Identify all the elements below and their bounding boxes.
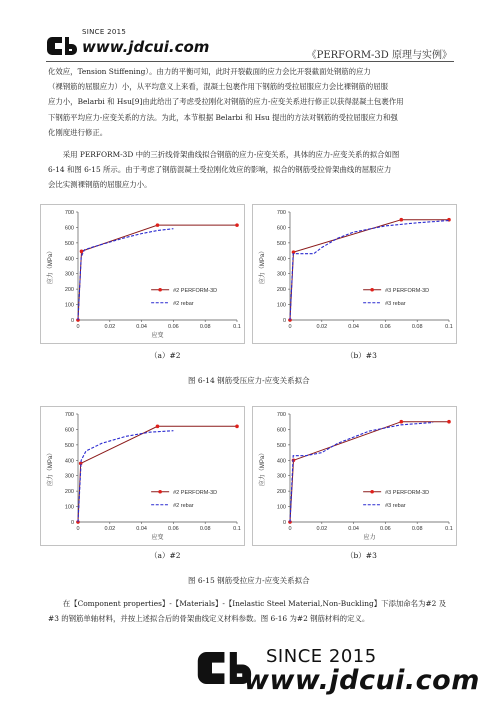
y-axis-label: 应力（MPa）	[48, 449, 54, 487]
chart-fig14-a	[40, 204, 245, 344]
y-tick-label: 600	[276, 225, 286, 232]
x-axis-label: 应变	[151, 333, 164, 339]
y-tick-label: 500	[276, 442, 286, 449]
x-tick-label: 0.04	[136, 526, 147, 532]
y-tick-label: 200	[276, 489, 286, 496]
y-tick-label: 500	[276, 240, 286, 247]
x-tick-label: 0	[288, 324, 292, 330]
y-tick-label: 0	[282, 318, 286, 324]
panel-label: （a）#2	[150, 351, 181, 360]
chart-fig14-b	[252, 204, 457, 344]
legend-label: #2 PERFORM-3D	[173, 287, 218, 294]
y-tick-label: 100	[276, 504, 286, 511]
legend-marker	[370, 288, 374, 292]
x-tick-label: 0.08	[411, 324, 423, 330]
x-tick-label: 0.04	[348, 526, 359, 532]
legend-label: #2 rebar	[173, 300, 194, 307]
y-tick-label: 400	[276, 256, 286, 263]
x-tick-label: 0.02	[104, 526, 116, 532]
y-tick-label: 200	[64, 489, 74, 496]
book-title: 《PERFORM-3D 原理与实例》	[306, 50, 452, 61]
y-axis-label: 应力（MPa）	[48, 247, 54, 285]
x-tick-label: 0.1	[445, 526, 453, 532]
x-tick-label: 0	[76, 526, 80, 532]
x-tick-label: 0.1	[233, 324, 241, 330]
y-tick-label: 500	[64, 240, 74, 247]
text-line: 会比实测裸钢筋的屈服应力小。	[48, 180, 152, 190]
x-tick-label: 0.04	[348, 324, 359, 330]
x-tick-label: 0	[288, 526, 292, 532]
legend-label: #2 rebar	[173, 502, 194, 509]
data-point-marker	[156, 425, 160, 429]
x-tick-label: 0	[76, 324, 80, 330]
y-tick-label: 200	[64, 287, 74, 294]
paragraph-1	[48, 64, 454, 140]
x-tick-label: 0.06	[380, 324, 391, 330]
text-line: 在【Component properties】-【Materials】-【Inelastic Steel Material,Non-Buckling】下添加命名为#2 及	[48, 599, 447, 608]
legend-marker	[370, 490, 374, 494]
y-axis-label: 应力（MPa）	[260, 247, 266, 285]
data-point-marker	[80, 250, 84, 254]
header-divider	[46, 61, 454, 62]
site-logo-icon	[46, 34, 82, 58]
text-line: 化效应，Tension Stiffening）。由力的平衡可知，此时开裂截面的应力会比开裂截面处钢筋的应力	[48, 67, 371, 76]
text-line: 6-14 和图 6-15 所示。由于考虑了钢筋混凝土受拉刚化效应的影响，拟合的钢筋受拉骨架曲线的屈服应力	[48, 165, 392, 175]
data-point-marker	[235, 425, 239, 429]
x-tick-label: 0.02	[104, 324, 116, 330]
paragraph-3	[48, 596, 454, 626]
header-since: SINCE 2015	[82, 28, 127, 36]
y-tick-label: 0	[282, 520, 286, 526]
y-tick-label: 400	[276, 458, 286, 465]
text-line: （裸钢筋的屈服应力）小，从平均意义上来看，混凝土包裹作用下钢筋的受拉屈服应力会比裸钢筋的屈服	[48, 82, 388, 92]
x-tick-label: 0.08	[411, 526, 423, 532]
footer-url[interactable]: www.jdcui.com	[244, 665, 480, 696]
y-tick-label: 400	[64, 256, 74, 263]
x-axis-label: 应变	[151, 535, 164, 541]
x-tick-label: 0.04	[136, 324, 147, 330]
y-tick-label: 300	[276, 473, 286, 480]
y-tick-label: 500	[64, 442, 74, 449]
footer-since: SINCE 2015	[266, 646, 377, 667]
text-line: 采用 PERFORM-3D 中的三折线骨架曲线拟合钢筋的应力-应变关系，具体的应力-应变关系的拟合如图	[48, 150, 400, 159]
data-point-marker	[235, 223, 239, 227]
figure-caption: 图 6-15 钢筋受拉应力-应变关系拟合	[188, 576, 310, 585]
data-point-marker	[400, 420, 404, 424]
legend-label: #3 PERFORM-3D	[385, 489, 430, 496]
text-line: 下钢筋平均应力-应变关系的方法。为此，本节根据 Belarbi 和 Hsu 提出的方法对钢筋的受拉屈服应力和强	[48, 112, 398, 122]
text-line: #3 的钢筋单轴材料，并按上述拟合后的骨架曲线定义材料参数。图 6-16 为#2 钢筋材料的定义。	[48, 614, 370, 624]
y-tick-label: 600	[64, 427, 74, 434]
figure-caption: 图 6-14 钢筋受压应力-应变关系拟合	[188, 376, 310, 385]
x-tick-label: 0.02	[316, 526, 328, 532]
x-tick-label: 0.02	[316, 324, 328, 330]
y-axis-label: 应力（MPa）	[260, 449, 266, 487]
y-tick-label: 300	[64, 473, 74, 480]
paragraph-2	[48, 147, 454, 193]
x-tick-label: 0.06	[168, 526, 179, 532]
y-tick-label: 600	[276, 427, 286, 434]
panel-label: （b）#3	[346, 551, 377, 560]
y-tick-label: 100	[276, 302, 286, 309]
y-tick-label: 400	[64, 458, 74, 465]
text-line: 应力小，Belarbi 和 Hsu[9]由此给出了考虑受拉刚化对钢筋的应力-应变关系进行修正以获得混凝土包裹作用	[48, 97, 404, 107]
x-tick-label: 0.08	[199, 324, 211, 330]
legend-label: #3 rebar	[385, 300, 406, 307]
x-tick-label: 0.08	[199, 526, 211, 532]
panel-label: （a）#2	[150, 551, 181, 560]
chart-fig15-b	[252, 406, 457, 546]
data-point-marker	[447, 420, 451, 424]
chart-fig15-a	[40, 406, 245, 546]
y-tick-label: 0	[70, 318, 74, 324]
y-tick-label: 600	[64, 225, 74, 232]
x-tick-label: 0.1	[233, 526, 241, 532]
y-tick-label: 700	[276, 210, 286, 216]
legend-label: #3 rebar	[385, 502, 406, 509]
x-tick-label: 0.1	[445, 324, 453, 330]
legend-label: #3 PERFORM-3D	[385, 287, 430, 294]
x-tick-label: 0.06	[168, 324, 179, 330]
data-point-marker	[400, 218, 404, 222]
y-tick-label: 100	[64, 504, 74, 511]
legend-label: #2 PERFORM-3D	[173, 489, 218, 496]
y-tick-label: 700	[276, 412, 286, 418]
header-url[interactable]: www.jdcui.com	[82, 38, 210, 56]
y-tick-label: 700	[64, 412, 74, 418]
x-tick-label: 0.06	[380, 526, 391, 532]
y-tick-label: 100	[64, 302, 74, 309]
y-tick-label: 200	[276, 287, 286, 294]
panel-label: （b）#3	[346, 351, 377, 360]
legend-marker	[158, 490, 162, 494]
text-line: 化刚度进行修正。	[48, 127, 108, 137]
x-axis-label: 应力	[363, 535, 376, 541]
y-tick-label: 300	[276, 271, 286, 278]
y-tick-label: 0	[70, 520, 74, 526]
y-tick-label: 700	[64, 210, 74, 216]
data-point-marker	[156, 223, 160, 227]
legend-marker	[158, 288, 162, 292]
y-tick-label: 300	[64, 271, 74, 278]
